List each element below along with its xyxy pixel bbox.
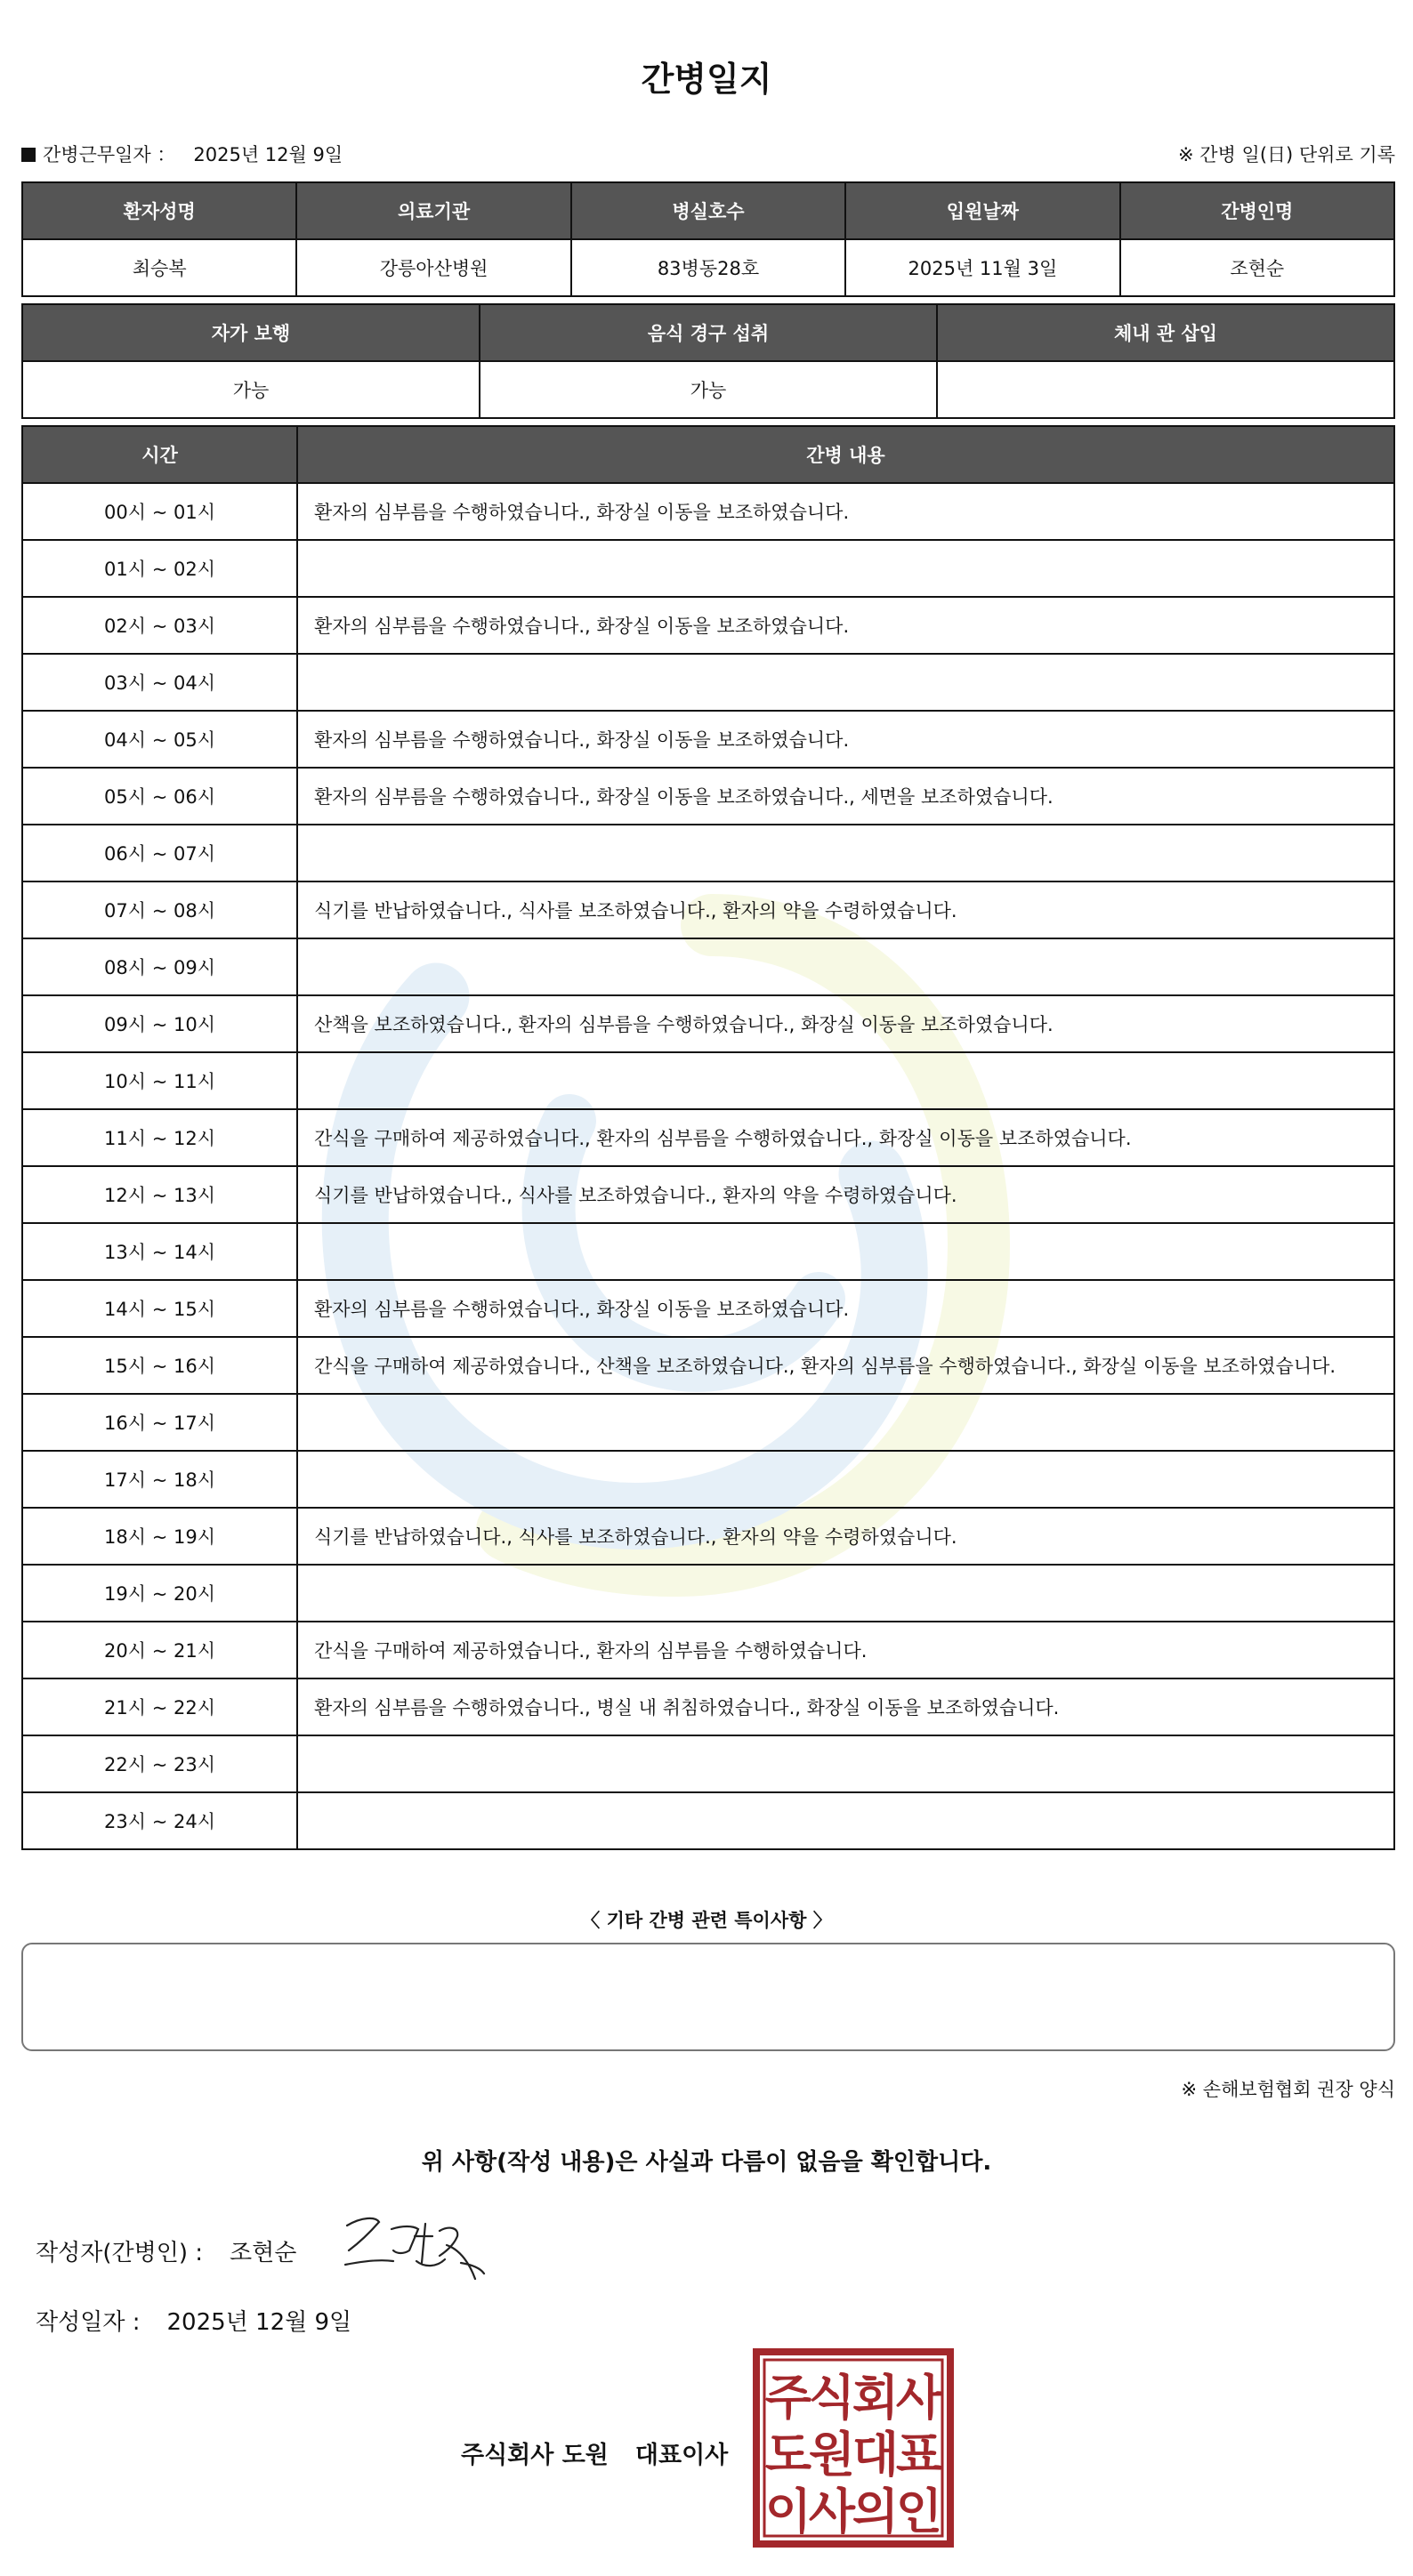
care-content-cell (297, 1792, 1394, 1849)
status-value-row (22, 361, 1394, 418)
table-row (22, 597, 1394, 654)
care-log-header-row (22, 426, 1394, 483)
time-slot-cell: 11시 ~ 12시 (22, 1109, 297, 1166)
care-log-body (22, 483, 1394, 1849)
table-row (22, 483, 1394, 540)
table-row (22, 1223, 1394, 1280)
work-date-value: 2025년 12월 9일 (193, 144, 343, 165)
care-content-cell: 환자의 심부름을 수행하였습니다., 화장실 이동을 보조하였습니다. (297, 483, 1394, 540)
care-content-cell (297, 825, 1394, 881)
seal-glyph: 대 (852, 2427, 900, 2483)
time-slot-cell: 12시 ~ 13시 (22, 1166, 297, 1223)
time-slot-cell: 23시 ~ 24시 (22, 1792, 297, 1849)
care-content-cell: 간식을 구매하여 제공하였습니다., 산책을 보조하였습니다., 환자의 심부름을 수행하였습니다., 화장실 이동을 보조하였습니다. (297, 1337, 1394, 1394)
care-content-cell: 간식을 구매하여 제공하였습니다., 환자의 심부름을 수행하였습니다. (297, 1622, 1394, 1678)
writer-line (36, 2234, 296, 2267)
time-slot-cell: 02시 ~ 03시 (22, 597, 297, 654)
status-header-row (22, 304, 1394, 361)
table-row (22, 1394, 1394, 1451)
seal-glyph: 사 (808, 2483, 856, 2540)
writer-label: 작성자(간병인) : (36, 2240, 204, 2266)
table-row (22, 1109, 1394, 1166)
table-row (22, 938, 1394, 995)
care-content-cell: 간식을 구매하여 제공하였습니다., 환자의 심부름을 수행하였습니다., 화장실 이동을 보조하였습니다. (297, 1109, 1394, 1166)
table-row (22, 654, 1394, 711)
form-note: ※ 손해보험협회 권장 양식 (1181, 2079, 1395, 2100)
time-slot-cell: 18시 ~ 19시 (22, 1508, 297, 1565)
table-row (22, 1622, 1394, 1678)
oral-intake-value: 가능 (480, 361, 937, 418)
seal-glyph: 인 (895, 2483, 943, 2540)
header-time: 시간 (22, 426, 297, 483)
company-name: 주식회사 도원 (461, 2442, 609, 2469)
care-content-cell (297, 540, 1394, 597)
table-row (22, 540, 1394, 597)
written-date-line (36, 2304, 351, 2337)
hospital-name: 강릉아산병원 (296, 239, 570, 296)
confirmation-statement: 위 사항(작성 내용)은 사실과 다름이 없음을 확인합니다. (421, 2149, 992, 2176)
time-slot-cell: 08시 ~ 09시 (22, 938, 297, 995)
table-row (22, 995, 1394, 1052)
record-note: ※ 간병 일(日) 단위로 기록 (1178, 144, 1395, 165)
header-admission-date: 입원날짜 (845, 182, 1119, 239)
notes-box (21, 1943, 1395, 2051)
patient-info-table (21, 181, 1395, 297)
time-slot-cell: 13시 ~ 14시 (22, 1223, 297, 1280)
care-content-cell: 환자의 심부름을 수행하였습니다., 병실 내 취침하였습니다., 화장실 이동을 보조하였습니다. (297, 1678, 1394, 1735)
header-hospital: 의료기관 (296, 182, 570, 239)
table-row (22, 1337, 1394, 1394)
time-slot-cell: 14시 ~ 15시 (22, 1280, 297, 1337)
table-row (22, 768, 1394, 825)
patient-info-header-row (22, 182, 1394, 239)
time-slot-cell: 19시 ~ 20시 (22, 1565, 297, 1622)
care-content-cell: 식기를 반납하였습니다., 식사를 보조하였습니다., 환자의 약을 수령하였습니다. (297, 1166, 1394, 1223)
table-row (22, 1451, 1394, 1508)
seal-glyph: 이 (764, 2483, 812, 2540)
care-content-cell (297, 938, 1394, 995)
care-content-cell: 환자의 심부름을 수행하였습니다., 화장실 이동을 보조하였습니다. (297, 1280, 1394, 1337)
seal-glyph: 원 (808, 2427, 856, 2483)
table-row (22, 1735, 1394, 1792)
writer-name: 조현순 (230, 2240, 297, 2266)
company-line (461, 2435, 728, 2470)
written-date-label: 작성일자 : (36, 2309, 141, 2336)
care-content-cell: 환자의 심부름을 수행하였습니다., 화장실 이동을 보조하였습니다., 세면을 보조하였습니다. (297, 768, 1394, 825)
care-content-cell: 식기를 반납하였습니다., 식사를 보조하였습니다., 환자의 약을 수령하였습니다. (297, 881, 1394, 938)
care-content-cell (297, 1565, 1394, 1622)
table-row (22, 1792, 1394, 1849)
header-self-walking: 자가 보행 (22, 304, 480, 361)
header-room-number: 병실호수 (571, 182, 845, 239)
table-row (22, 1565, 1394, 1622)
seal-glyph: 주 (764, 2370, 812, 2426)
work-date-line (21, 141, 343, 167)
time-slot-cell: 04시 ~ 05시 (22, 711, 297, 768)
seal-glyph: 의 (852, 2483, 900, 2540)
self-walking-value: 가능 (22, 361, 480, 418)
time-slot-cell: 01시 ~ 02시 (22, 540, 297, 597)
care-content-cell: 산책을 보조하였습니다., 환자의 심부름을 수행하였습니다., 화장실 이동을 보조하였습니다. (297, 995, 1394, 1052)
company-ceo-title: 대표이사 (634, 2442, 729, 2469)
seal-glyph: 사 (895, 2370, 943, 2426)
document-title: 간병일지 (641, 60, 772, 99)
care-log-table (21, 425, 1395, 1850)
table-row (22, 825, 1394, 881)
care-content-cell: 식기를 반납하였습니다., 식사를 보조하였습니다., 환자의 약을 수령하였습니다. (297, 1508, 1394, 1565)
header-caregiver-name: 간병인명 (1120, 182, 1394, 239)
caregiver-name: 조현순 (1120, 239, 1394, 296)
header-care-content: 간병 내용 (297, 426, 1394, 483)
admission-date: 2025년 11월 3일 (845, 239, 1119, 296)
seal-glyph: 회 (852, 2370, 900, 2426)
care-content-cell (297, 1223, 1394, 1280)
table-row (22, 1280, 1394, 1337)
written-date-value: 2025년 12월 9일 (166, 2309, 352, 2336)
table-row (22, 881, 1394, 938)
care-content-cell: 환자의 심부름을 수행하였습니다., 화장실 이동을 보조하였습니다. (297, 711, 1394, 768)
time-slot-cell: 15시 ~ 16시 (22, 1337, 297, 1394)
time-slot-cell: 17시 ~ 18시 (22, 1451, 297, 1508)
time-slot-cell: 07시 ~ 08시 (22, 881, 297, 938)
handwritten-signature (340, 2210, 491, 2290)
header-oral-intake: 음식 경구 섭취 (480, 304, 937, 361)
patient-info-value-row (22, 239, 1394, 296)
table-row (22, 1508, 1394, 1565)
time-slot-cell: 06시 ~ 07시 (22, 825, 297, 881)
care-content-cell (297, 1735, 1394, 1792)
header-patient-name: 환자성명 (22, 182, 296, 239)
seal-glyph: 식 (808, 2370, 856, 2426)
care-content-cell (297, 1052, 1394, 1109)
seal-glyph: 도 (764, 2427, 812, 2483)
square-bullet-icon (21, 148, 36, 162)
tube-insertion-value (937, 361, 1394, 418)
table-row (22, 711, 1394, 768)
table-row (22, 1052, 1394, 1109)
time-slot-cell: 05시 ~ 06시 (22, 768, 297, 825)
time-slot-cell: 21시 ~ 22시 (22, 1678, 297, 1735)
seal-glyph: 표 (895, 2427, 943, 2483)
care-content-cell (297, 654, 1394, 711)
time-slot-cell: 10시 ~ 11시 (22, 1052, 297, 1109)
patient-status-table (21, 303, 1395, 419)
room-number: 83병동28호 (571, 239, 845, 296)
care-content-cell: 환자의 심부름을 수행하였습니다., 화장실 이동을 보조하였습니다. (297, 597, 1394, 654)
time-slot-cell: 22시 ~ 23시 (22, 1735, 297, 1792)
time-slot-cell: 20시 ~ 21시 (22, 1622, 297, 1678)
table-row (22, 1678, 1394, 1735)
work-date-label: 간병근무일자 ： (43, 144, 176, 165)
time-slot-cell: 09시 ~ 10시 (22, 995, 297, 1052)
header-tube-insertion: 체내 관 삽입 (937, 304, 1394, 361)
table-row (22, 1166, 1394, 1223)
company-seal-stamp (753, 2348, 954, 2548)
care-content-cell (297, 1451, 1394, 1508)
notes-title: 〈 기타 간병 관련 특이사항 〉 (581, 1910, 832, 1931)
time-slot-cell: 03시 ~ 04시 (22, 654, 297, 711)
time-slot-cell: 00시 ~ 01시 (22, 483, 297, 540)
patient-name: 최승복 (22, 239, 296, 296)
time-slot-cell: 16시 ~ 17시 (22, 1394, 297, 1451)
care-content-cell (297, 1394, 1394, 1451)
